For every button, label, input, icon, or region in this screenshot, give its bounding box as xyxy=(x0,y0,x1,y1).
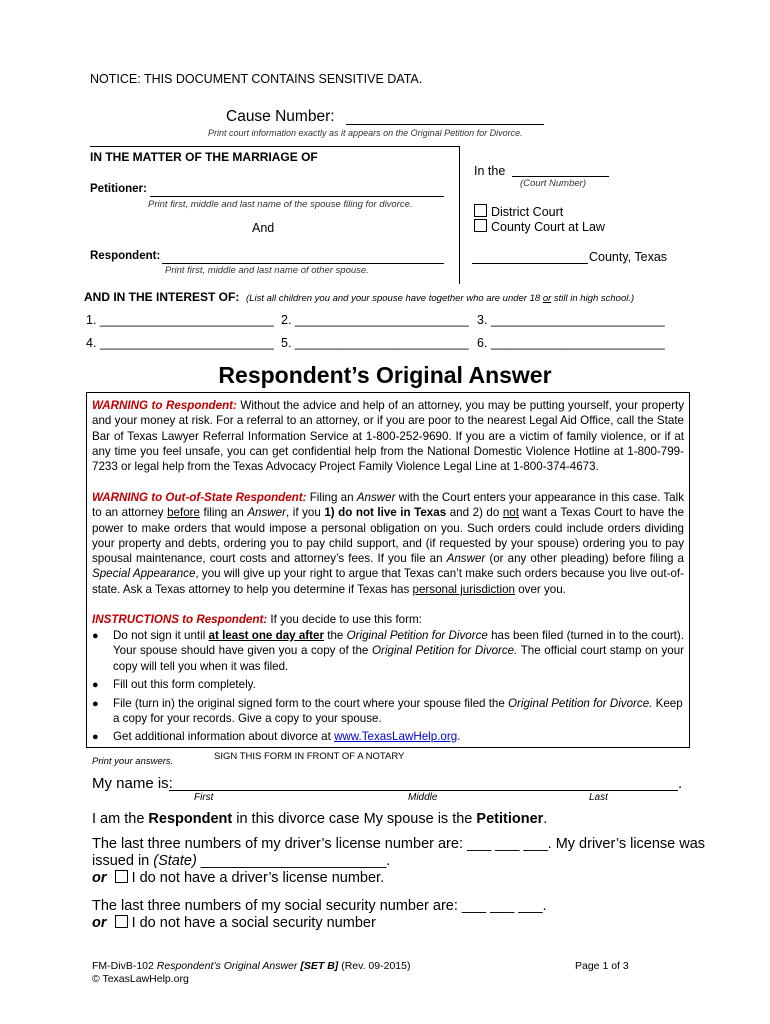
instruction-item-2: Fill out this form completely. xyxy=(113,678,256,691)
caption-divider xyxy=(459,146,460,284)
instruction-item-3: File (turn in) the original signed form to the court where your spouse filed the Original Petition for Divorce. Keep a copy for your records. Give a copy to your spouse. xyxy=(113,697,683,726)
respondent-statement: I am the Respondent in this divorce case My spouse is the Petitioner. xyxy=(92,811,548,827)
district-court-label: District Court xyxy=(491,205,564,219)
bullet-4-icon: ● xyxy=(92,731,99,743)
bullet-3-icon: ● xyxy=(92,698,99,710)
drivers-license-line[interactable]: The last three numbers of my driver’s license number are: ___ ___ ___. My driver’s license was xyxy=(92,836,706,852)
bullet-1-icon: ● xyxy=(92,630,99,642)
instructions-label: INSTRUCTIONS to Respondent: xyxy=(92,613,268,626)
sensitive-data-notice: NOTICE: THIS DOCUMENT CONTAINS SENSITIVE DATA. xyxy=(90,72,423,86)
last-name-caption: Last xyxy=(589,792,608,803)
cause-number-label: Cause Number: xyxy=(226,108,335,125)
no-drivers-license-checkbox[interactable] xyxy=(115,870,128,883)
bullet-2-icon: ● xyxy=(92,679,99,691)
document-title: Respondent’s Original Answer xyxy=(218,362,552,388)
and-label: And xyxy=(252,221,275,235)
interest-heading xyxy=(84,290,634,304)
child-5-field[interactable]: 5. _________________________ xyxy=(281,336,469,350)
child-2-field[interactable]: 2. _________________________ xyxy=(281,313,469,327)
my-name-period: . xyxy=(678,775,683,792)
warning-out-of-state-label: WARNING to Out-of-State Respondent: xyxy=(92,491,307,504)
interest-note: (List all children you and your spouse have together who are under 18 or still in high school.) xyxy=(246,293,635,304)
child-3-field[interactable]: 3. _________________________ xyxy=(477,313,665,327)
form-id-footer: FM-DivB-102 Respondent’s Original Answer [SET B] (Rev. 09-2015) xyxy=(92,960,411,972)
no-drivers-license-option[interactable]: or I do not have a driver’s license number. xyxy=(92,870,385,886)
county-texas-label: County, Texas xyxy=(589,250,668,264)
instruction-item-4: Get additional information about divorce at www.TexasLawHelp.org. xyxy=(113,730,461,743)
in-the-label: In the xyxy=(474,164,506,178)
court-number-caption: (Court Number) xyxy=(520,178,586,189)
county-court-option[interactable] xyxy=(474,219,605,234)
petitioner-name-field[interactable] xyxy=(150,196,444,197)
county-field[interactable] xyxy=(472,263,588,264)
notary-notice: SIGN THIS FORM IN FRONT OF A NOTARY xyxy=(214,751,405,762)
child-1-field[interactable]: 1. _________________________ xyxy=(86,313,274,327)
interest-label: AND IN THE INTEREST OF: xyxy=(84,290,240,304)
no-ssn-checkbox[interactable] xyxy=(115,915,128,928)
court-number-field[interactable] xyxy=(512,176,609,177)
page-number: Page 1 of 3 xyxy=(575,960,629,972)
first-name-caption: First xyxy=(194,792,214,803)
warning-respondent: WARNING to Respondent: Without the advice and help of an attorney, you may be putting yourself, your property and your money at risk. For a referral to an attorney, or if you are poor to the nearest Legal Aid Office, call the State Bar of Texas Lawyer Referral Information Service at 1-800-252-9690. If you are a victim of family violence, or if at any time you feel unsafe, you can get confidential help from the National Domestic Violence Hotline at 1-800-799-7233 or legal help from the Texas Advocacy Project Family Violence Legal Line at 1-800-374-4673. xyxy=(92,399,684,474)
county-court-checkbox[interactable] xyxy=(474,219,487,232)
texaslawhelp-link[interactable]: www.TexasLawHelp.org xyxy=(334,730,458,743)
petitioner-label: Petitioner: xyxy=(90,183,147,195)
my-name-label: My name is: xyxy=(92,775,173,792)
district-court-option[interactable] xyxy=(474,204,563,219)
my-name-field[interactable] xyxy=(169,790,678,791)
copyright-footer: © TexasLawHelp.org xyxy=(92,973,189,985)
respondent-label: Respondent: xyxy=(90,250,161,262)
print-answers-note: Print your answers. xyxy=(92,756,174,767)
respondent-name-field[interactable] xyxy=(162,263,444,264)
child-4-field[interactable]: 4. _________________________ xyxy=(86,336,274,350)
respondent-instruction: Print first, middle and last name of other spouse. xyxy=(165,265,369,276)
warning-respondent-label: WARNING to Respondent: xyxy=(92,399,237,412)
marriage-heading: IN THE MATTER OF THE MARRIAGE OF xyxy=(90,150,318,164)
district-court-checkbox[interactable] xyxy=(474,204,487,217)
no-ssn-option[interactable]: or I do not have a social security number xyxy=(92,915,376,931)
cause-number-instruction: Print court information exactly as it appears on the Original Petition for Divorce. xyxy=(208,128,523,138)
warning-out-of-state: WARNING to Out-of-State Respondent: Filing an Answer with the Court enters your appearance in this case. Talk to an attorney before filing an Answer, if you 1) do not live in Texas and 2) do not want a Texas Court to have the power to make orders that would impose a personal obligation on you. Such orders could include orders dividing your property and debts, ordering you to pay child support, and (if requested by your spouse) ordering you to pay spousal maintenance, court costs and attorney’s fees. If you file an Answer (or any other pleading) before filing a Special Appearance, you will give up your right to argue that Texas can’t make such orders because you live out-of-state. Ask a Texas attorney to help you determine if Texas has personal jurisdiction over you. xyxy=(92,491,685,596)
petitioner-instruction: Print first, middle and last name of the spouse filing for divorce. xyxy=(148,199,413,210)
instructions-heading: INSTRUCTIONS to Respondent: If you decide to use this form: xyxy=(92,613,422,626)
drivers-license-state-line[interactable]: issued in (State) _______________________. xyxy=(92,853,391,869)
instruction-item-1: Do not sign it until at least one day after the Original Petition for Divorce has been filed (turned in to the court). Your spouse should have given you a copy of the Original Petition for Divorce. The official court stamp on your copy will tell you when it was filed. xyxy=(113,629,684,673)
middle-name-caption: Middle xyxy=(408,792,438,803)
caption-top-rule xyxy=(90,146,459,147)
ssn-line[interactable]: The last three numbers of my social security number are: ___ ___ ___. xyxy=(92,898,547,914)
county-court-label: County Court at Law xyxy=(491,220,605,234)
cause-number-field[interactable] xyxy=(346,124,544,125)
child-6-field[interactable]: 6. _________________________ xyxy=(477,336,665,350)
